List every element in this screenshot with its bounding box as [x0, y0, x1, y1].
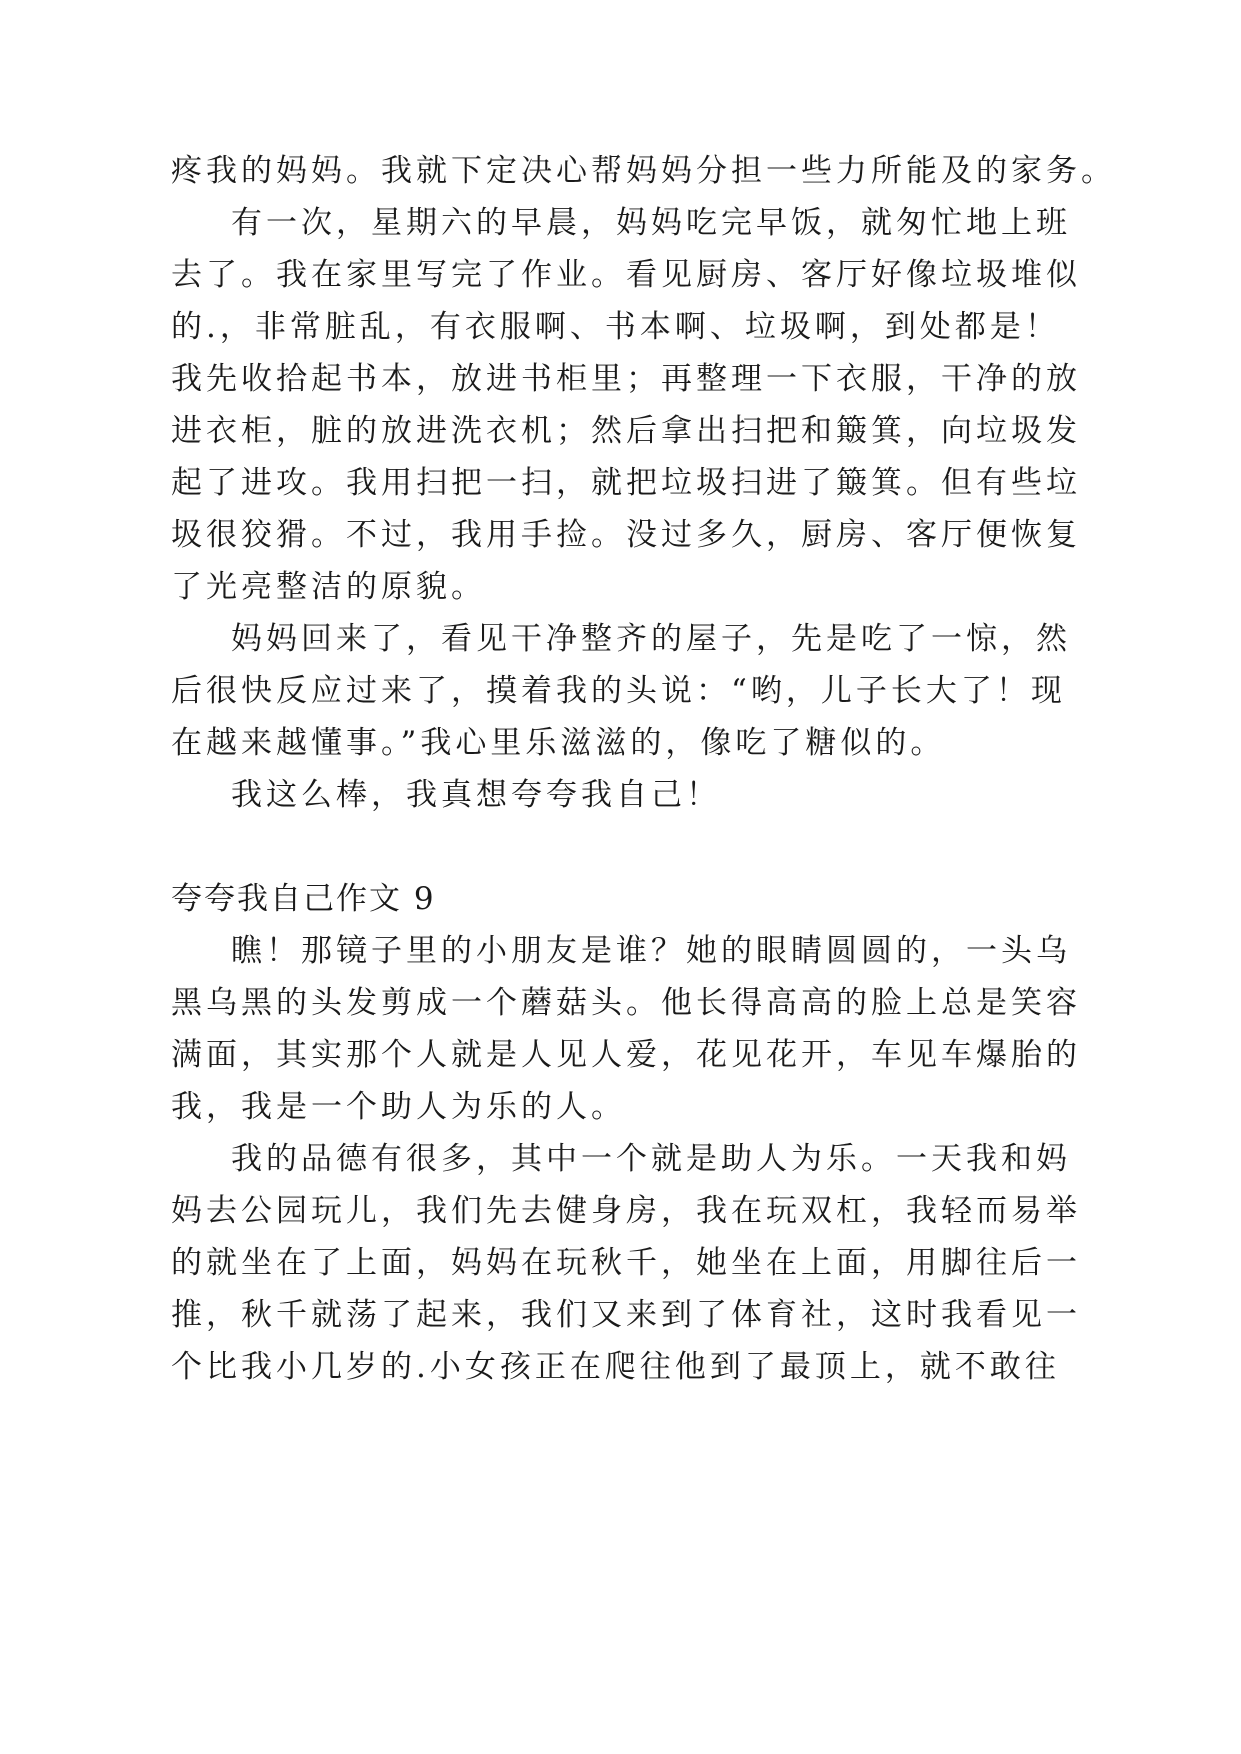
paragraph-line-4: 的.，非常脏乱，有衣服啊、书本啊、垃圾啊，到处都是！ — [171, 309, 1060, 345]
paragraph-line-20: 妈去公园玩儿，我们先去健身房，我在玩双杠，我轻而易举 — [171, 1193, 1081, 1229]
section-title: 夸夸我自己作文 9 — [171, 881, 436, 917]
paragraph-line-22: 推，秋千就荡了起来，我们又来到了体育社，这时我看见一 — [171, 1297, 1081, 1333]
paragraph-line-11: 后很快反应过来了，摸着我的头说：“哟，儿子长大了！现 — [171, 673, 1066, 709]
paragraph-line-21: 的就坐在了上面，妈妈在玩秋千，她坐在上面，用脚往后一 — [171, 1245, 1081, 1281]
paragraph-line-12: 在越来越懂事。”我心里乐滋滋的，像吃了糖似的。 — [171, 725, 946, 761]
paragraph-line-17: 满面，其实那个人就是人见人爱，花见花开，车见车爆胎的 — [171, 1037, 1081, 1073]
paragraph-line-6: 进衣柜，脏的放进洗衣机；然后拿出扫把和簸箕，向垃圾发 — [171, 413, 1081, 449]
paragraph-line-23: 个比我小几岁的.小女孩正在爬往他到了最顶上，就不敢往 — [171, 1349, 1060, 1385]
text-line-1: 疼我的妈妈。我就下定决心帮妈妈分担一些力所能及的家务。 — [171, 153, 1116, 189]
paragraph-line-3: 去了。我在家里写完了作业。看见厨房、客厅好像垃圾堆似 — [171, 257, 1081, 293]
paragraph-line-16: 黑乌黑的头发剪成一个蘑菇头。他长得高高的脸上总是笑容 — [171, 985, 1081, 1021]
paragraph-line-10: 妈妈回来了，看见干净整齐的屋子，先是吃了一惊，然 — [231, 621, 1071, 657]
paragraph-line-2: 有一次，星期六的早晨，妈妈吃完早饭，就匆忙地上班 — [231, 205, 1071, 241]
paragraph-line-15: 瞧！那镜子里的小朋友是谁？她的眼睛圆圆的，一头乌 — [231, 933, 1071, 969]
paragraph-line-18: 我，我是一个助人为乐的人。 — [171, 1089, 626, 1125]
paragraph-line-7: 起了进攻。我用扫把一扫，就把垃圾扫进了簸箕。但有些垃 — [171, 465, 1081, 501]
paragraph-line-8: 圾很狡猾。不过，我用手捡。没过多久，厨房、客厅便恢复 — [171, 517, 1081, 553]
paragraph-line-13: 我这么棒，我真想夸夸我自己！ — [231, 777, 721, 813]
paragraph-line-5: 我先收拾起书本，放进书柜里；再整理一下衣服，干净的放 — [171, 361, 1081, 397]
paragraph-line-19: 我的品德有很多，其中一个就是助人为乐。一天我和妈 — [231, 1141, 1071, 1177]
paragraph-line-9: 了光亮整洁的原貌。 — [171, 569, 486, 605]
